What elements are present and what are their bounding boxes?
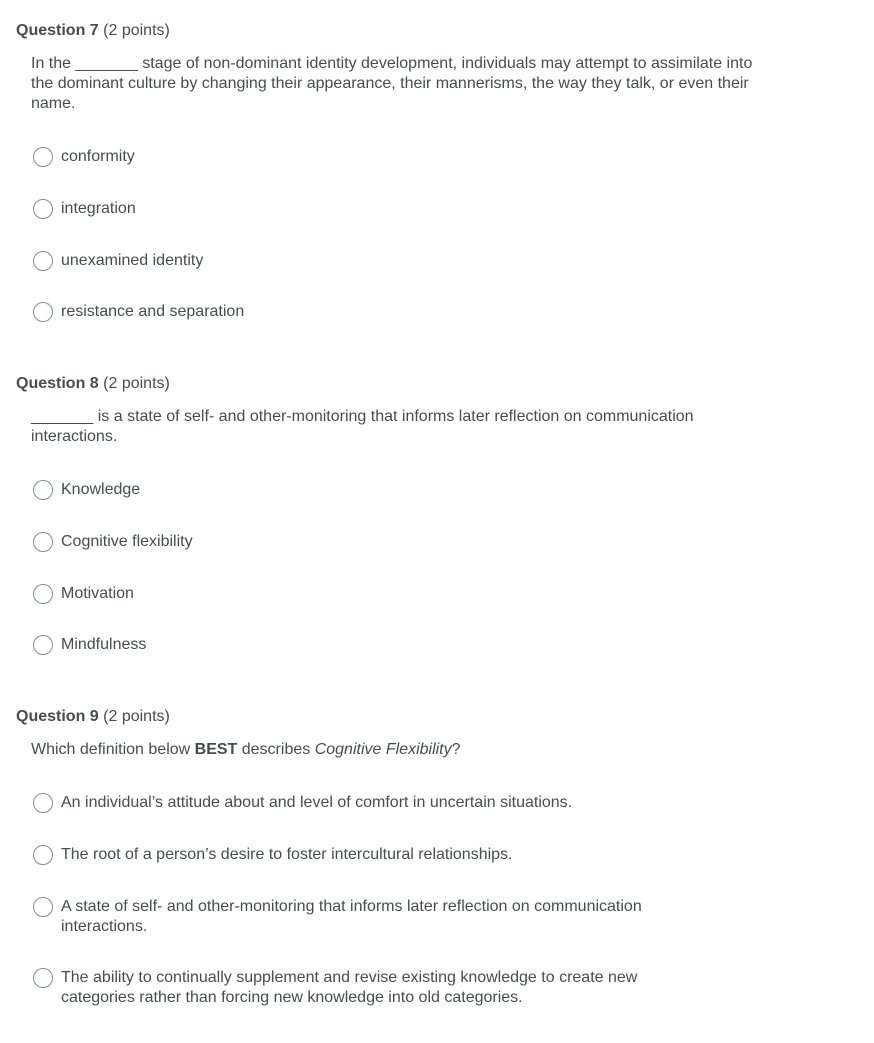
question-points: (2 points) [103,22,170,39]
answer-label: A state of self- and other-monitoring that informs later reflection on communication interactions. [61,898,642,935]
question-7-prompt [31,54,771,114]
question-number: Question 8 [16,375,99,392]
radio-button-icon[interactable] [33,584,53,604]
prompt-emphasis: BEST [194,741,238,758]
radio-button-icon[interactable] [33,147,53,167]
radio-button-icon[interactable] [33,897,53,917]
answer-option[interactable] [33,532,753,552]
answer-option[interactable] [33,845,753,865]
prompt-text: is a state of self- and other-monitoring that informs later reflection on communication interactions. [31,408,694,445]
prompt-text: ? [451,741,461,758]
answer-label: integration [61,200,136,217]
answer-option[interactable] [33,635,753,655]
prompt-term: Cognitive Flexibility [314,741,452,758]
answer-label: Cognitive flexibility [61,533,193,550]
radio-button-icon[interactable] [33,968,53,988]
prompt-text: describes [237,741,315,758]
answer-label: unexamined identity [61,252,204,269]
fill-blank: _______ [75,55,138,72]
question-points: (2 points) [103,375,170,392]
question-points: (2 points) [103,708,170,725]
answer-label: The ability to continually supplement and revise existing knowledge to create new categories rather than forcing new knowledge into old categories. [61,969,638,1006]
question-7-title [16,20,170,42]
question-8-title [16,373,170,395]
fill-blank: _______ [31,408,94,425]
answer-label: Motivation [61,585,134,602]
radio-button-icon[interactable] [33,480,53,500]
answer-option[interactable] [33,302,753,322]
answer-option[interactable] [33,897,713,937]
answer-option[interactable] [33,584,753,604]
answer-option[interactable] [33,968,713,1008]
radio-button-icon[interactable] [33,635,53,655]
answer-option[interactable] [33,480,753,500]
prompt-text: Which definition below [31,741,195,758]
prompt-text: In the [31,55,76,72]
radio-button-icon[interactable] [33,532,53,552]
radio-button-icon[interactable] [33,302,53,322]
answer-label: conformity [61,148,135,165]
question-number: Question 7 [16,22,99,39]
answer-label: Mindfulness [61,636,147,653]
answer-label: The root of a person’s desire to foster intercultural relationships. [61,846,513,863]
prompt-text: stage of non-dominant identity development, individuals may attempt to assimilate into the dominant culture by changing their appearance, their mannerisms, the way they talk, or even their name. [31,55,753,112]
answer-label: resistance and separation [61,303,245,320]
answer-option[interactable] [33,199,753,219]
answer-label: Knowledge [61,481,141,498]
radio-button-icon[interactable] [33,845,53,865]
answer-label: An individual’s attitude about and level of comfort in uncertain situations. [61,794,573,811]
radio-button-icon[interactable] [33,793,53,813]
radio-button-icon[interactable] [33,199,53,219]
question-9-title [16,706,170,728]
answer-option[interactable] [33,793,753,813]
question-number: Question 9 [16,708,99,725]
question-9-prompt [31,740,771,760]
radio-button-icon[interactable] [33,251,53,271]
question-8-prompt [31,407,771,447]
answer-option[interactable] [33,251,753,271]
answer-option[interactable] [33,147,753,167]
